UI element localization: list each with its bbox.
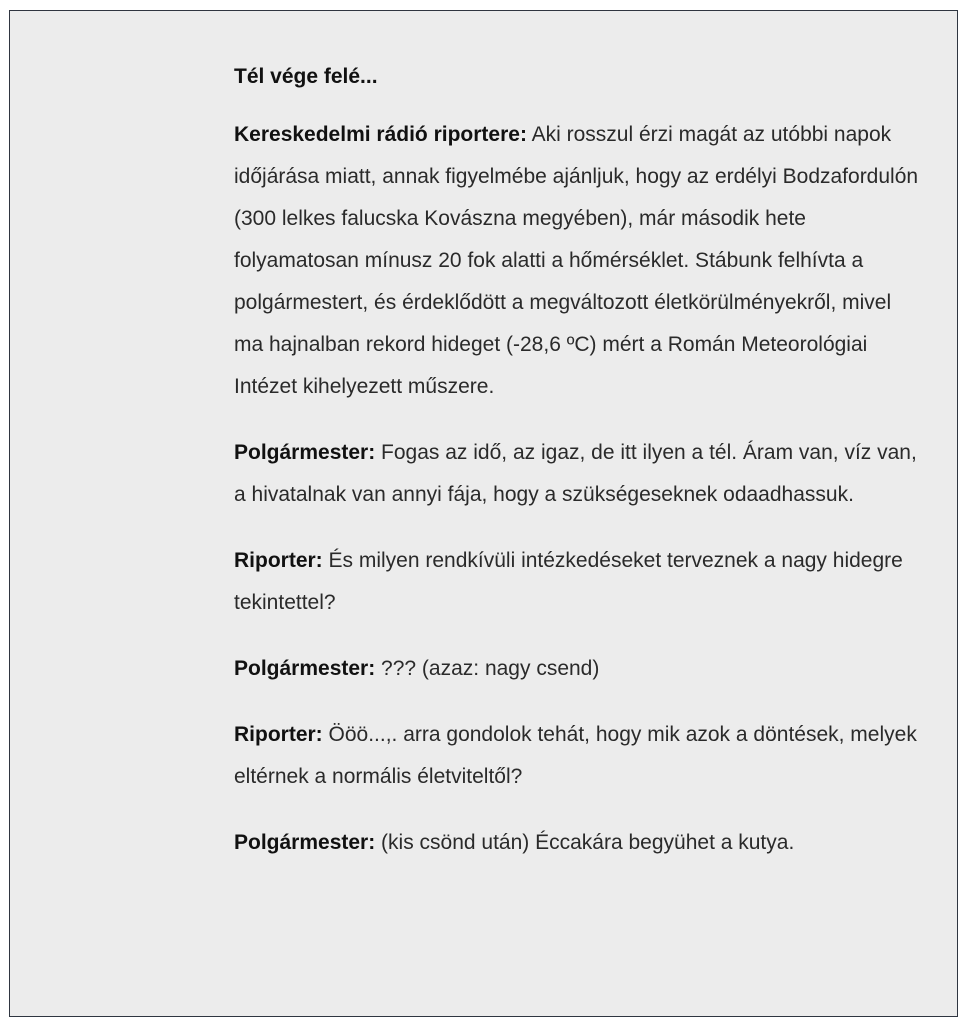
dialogue-paragraph [234,432,924,516]
dialogue-text: Fogas az idő, az igaz, de itt ilyen a tél. Áram van, víz van, a hivatalnak van annyi fája, hogy a szükségeseknek odaadhassuk. [234,441,917,506]
dialogue-paragraph [234,822,924,864]
document-frame [9,10,958,1017]
speaker-label: Riporter: [234,549,323,572]
dialogue-paragraph [234,540,924,624]
dialogue-text: (kis csönd után) Éccakára begyühet a kutya. [375,831,795,854]
dialogue-text: Ööö...,. arra gondolok tehát, hogy mik azok a döntések, melyek eltérnek a normális életviteltől? [234,723,917,788]
dialogue-paragraph [234,714,924,798]
dialogue-text: Aki rosszul érzi magát az utóbbi napok időjárása miatt, annak figyelmébe ajánljuk, hogy az erdélyi Bodzafordulón (300 lelkes falucska Kovászna megyében), már második hete folyamatosan mínusz 20 fok alatti a hőmérséklet. Stábunk felhívta a polgármestert, és érdeklődött a megváltozott életkörülményekről, mivel ma hajnalban rekord hideget (-28,6 ºC) mért a Román Meteorológiai Intézet kihelyezett műszere. [234,123,919,398]
dialogue-text: ??? (azaz: nagy csend) [375,657,600,680]
speaker-label: Polgármester: [234,831,376,854]
speaker-label: Kereskedelmi rádió riportere: [234,123,527,146]
speaker-label: Riporter: [234,723,323,746]
document-title: Tél vége felé... [234,65,378,88]
dialogue-text: És milyen rendkívüli intézkedéseket terveznek a nagy hidegre tekintettel? [234,549,903,614]
document-body [234,56,924,888]
dialogue-paragraph [234,648,924,690]
speaker-label: Polgármester: [234,441,376,464]
dialogue-paragraph [234,114,924,408]
speaker-label: Polgármester: [234,657,376,680]
